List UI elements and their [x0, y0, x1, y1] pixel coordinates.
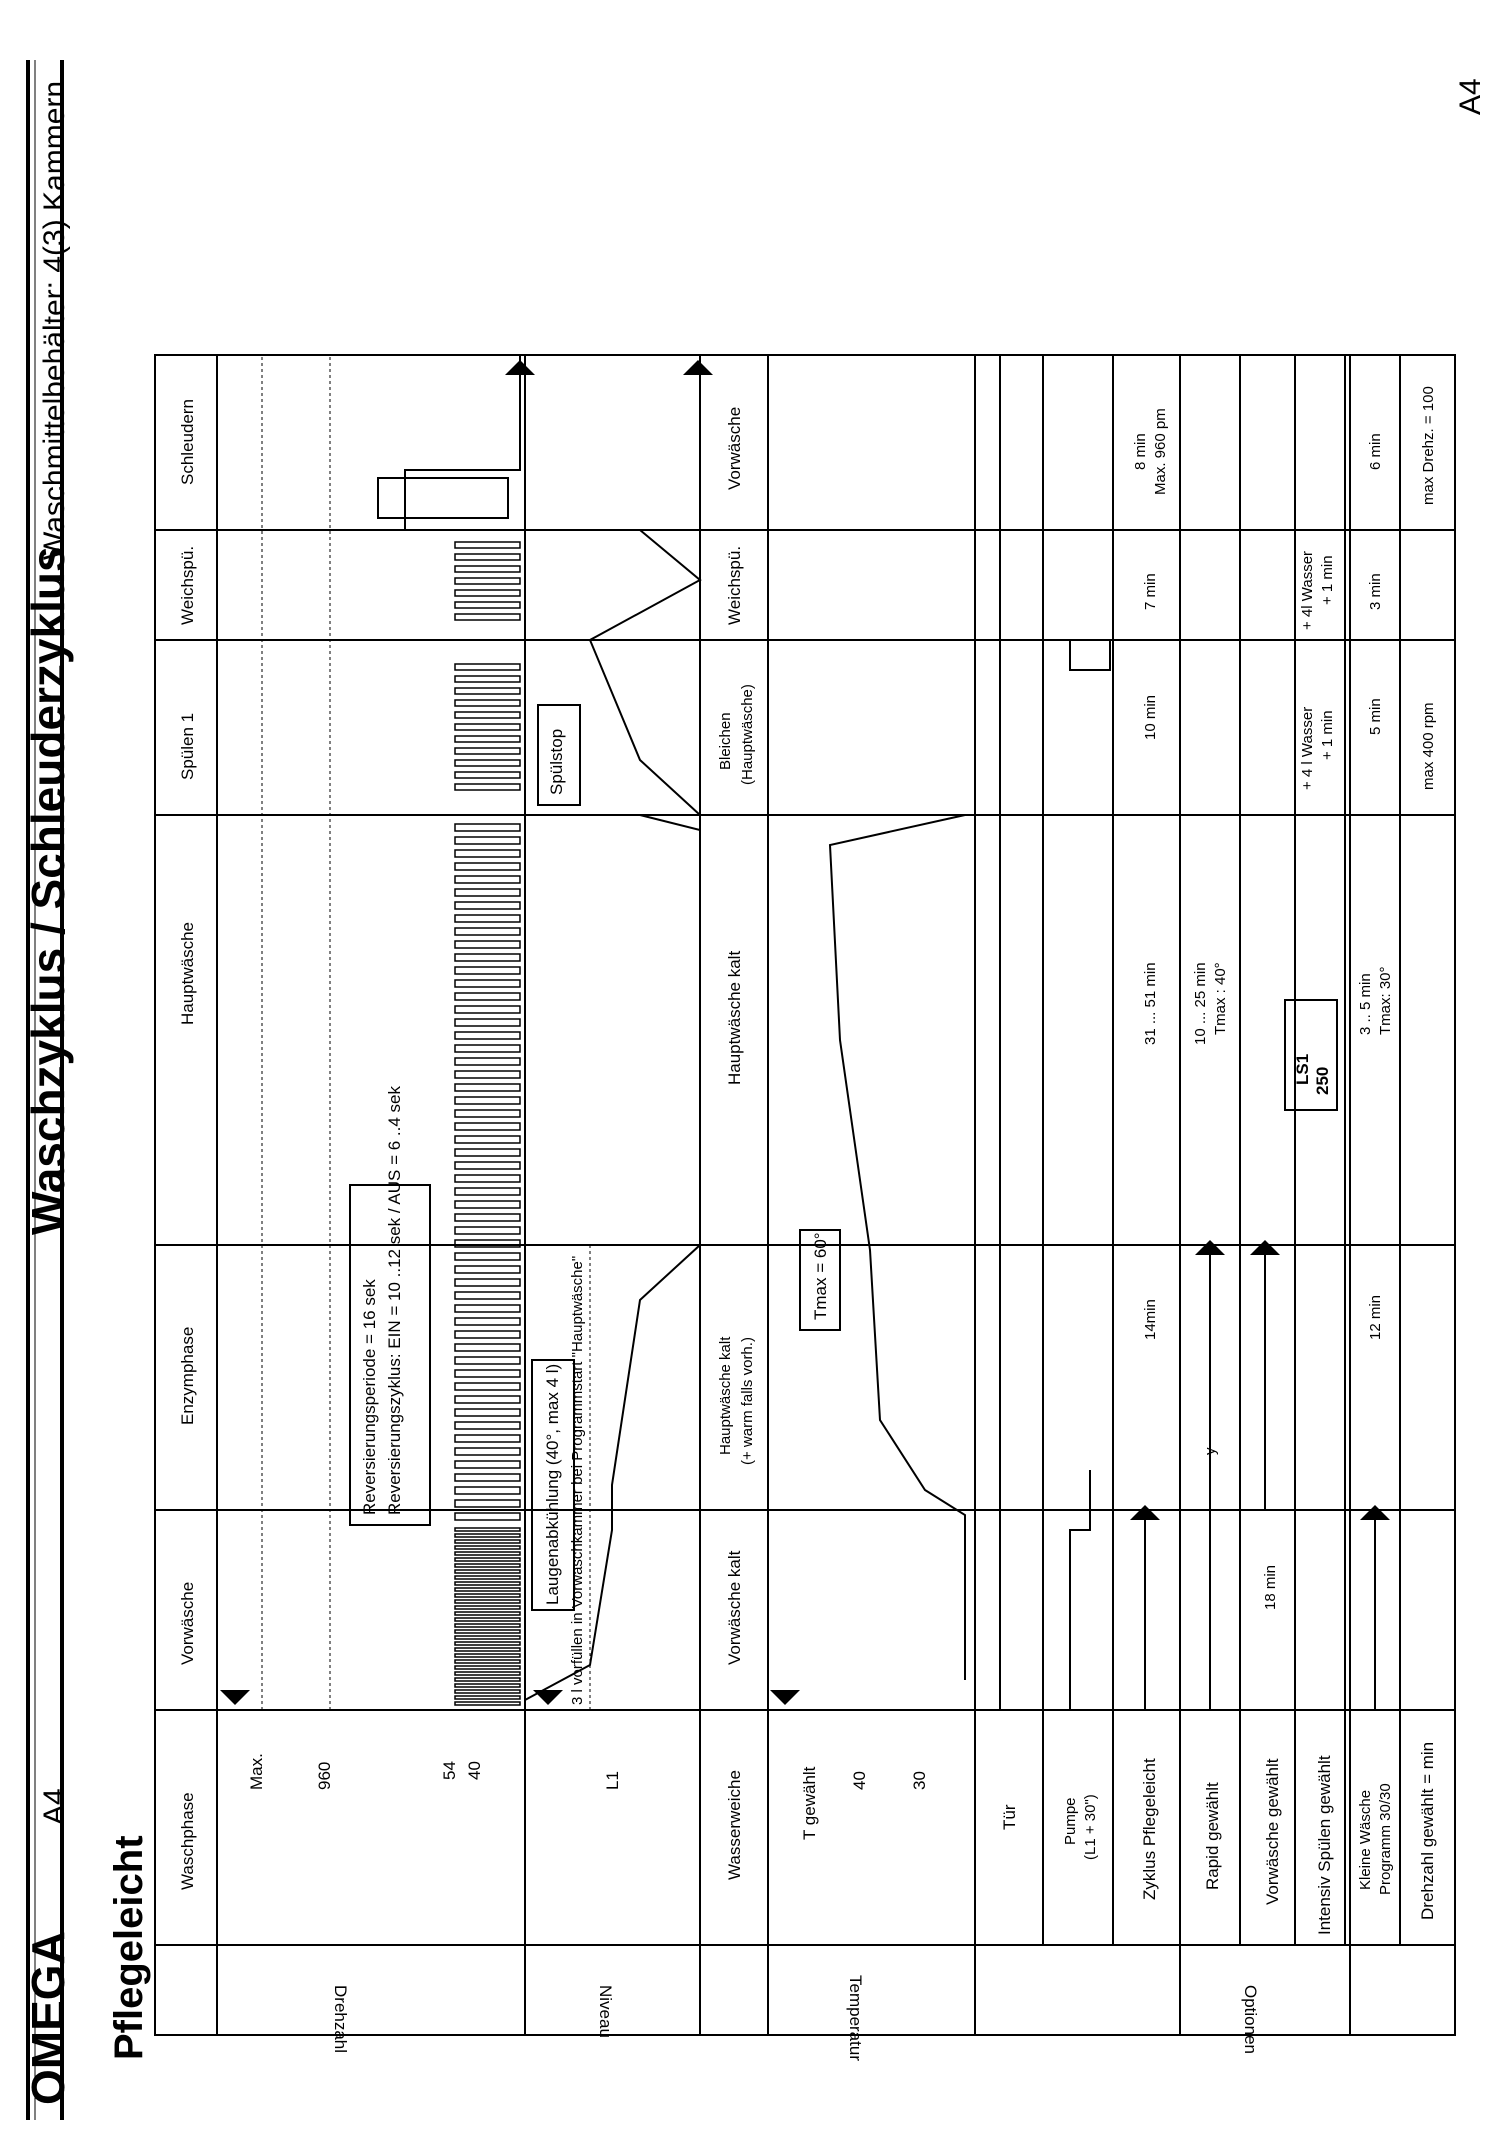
schleudern-step	[405, 355, 520, 530]
reversing-bar	[455, 1588, 520, 1591]
reversing-bar	[455, 748, 520, 754]
reversing-bar	[455, 1279, 520, 1286]
rapid-time: 10 ... 25 min	[1192, 962, 1209, 1045]
reversing-bar	[455, 1684, 520, 1687]
ww-bleichen-sub: (Hauptwäsche)	[739, 684, 756, 785]
reversing-bar	[455, 1630, 520, 1633]
group-drehzahl: Drehzahl	[331, 1985, 350, 2054]
reversing-bar	[455, 554, 520, 560]
reversing-bar	[455, 863, 520, 870]
reversing-bar	[455, 1500, 520, 1507]
reversing-bar	[455, 915, 520, 922]
row-label-pumpe: Pumpe	[1062, 1797, 1079, 1845]
reversing-bar	[455, 1582, 520, 1585]
reversing-bar	[455, 876, 520, 883]
container-info: Waschmittelbehälter: 4(3) Kammern	[38, 80, 71, 560]
reversing-bar	[455, 1266, 520, 1273]
reversing-bar	[455, 1019, 520, 1026]
document-title: Waschzyklus / Schleuderzyklus	[22, 546, 74, 1235]
reversing-bar	[455, 980, 520, 987]
reversing-bar	[455, 1175, 520, 1182]
reversing-bar	[455, 1672, 520, 1675]
reversing-bar	[455, 760, 520, 766]
drehzahl-level-40: 40	[465, 1761, 484, 1780]
reversing-bar	[455, 1006, 520, 1013]
reversing-bar	[455, 1487, 520, 1494]
intensiv-a: + 4 l Wasser	[1299, 706, 1316, 790]
reversing-bar	[455, 1253, 520, 1260]
reversing-bar	[455, 1227, 520, 1234]
row-label-rapid: Rapid gewählt	[1203, 1782, 1222, 1890]
reversing-bar	[455, 1660, 520, 1663]
kleine-tmax: Tmax: 30°	[1377, 966, 1394, 1035]
reversing-bar	[455, 590, 520, 596]
reversing-bar	[455, 1546, 520, 1549]
reversing-bar	[455, 1318, 520, 1325]
reversing-bar	[455, 1666, 520, 1669]
spuelstop-label: Spülstop	[547, 728, 566, 795]
reversing-bar	[455, 1396, 520, 1403]
ww-vorwaesche-end: Vorwäsche	[725, 406, 744, 490]
reversing-bar	[455, 1600, 520, 1603]
rapid-arrow-head	[1195, 1240, 1225, 1255]
drehzahl-level-960: 960	[315, 1761, 334, 1790]
kleine-arrow-head	[1360, 1505, 1390, 1520]
vorfuellen-note: 3 l vorfüllen in Vorwaschkammer bei Programmstart "Hauptwäsche"	[569, 1255, 586, 1705]
reversing-bar	[455, 1292, 520, 1299]
ls1-a-label: LS1	[1293, 1053, 1312, 1085]
zyklus-time-weich: 7 min	[1142, 573, 1159, 610]
reversing-bar	[455, 1409, 520, 1416]
reversing-bar	[455, 1214, 520, 1221]
row-label-vorwaesche: Vorwäsche gewählt	[1263, 1758, 1282, 1905]
reversing-bar	[455, 1474, 520, 1481]
niveau-end-arrow	[683, 360, 713, 375]
reversing-bar	[455, 1344, 520, 1351]
pumpe-pulse-1	[1070, 640, 1110, 670]
kleine-time-haupt: 3 .. 5 min	[1357, 973, 1374, 1035]
reversierung-period: Reversierungsperiode = 16 sek	[360, 1279, 379, 1515]
temperatur-arrow	[770, 1690, 800, 1705]
reversing-bar	[455, 1540, 520, 1543]
reversing-bar	[455, 1552, 520, 1555]
reversing-bar	[455, 1654, 520, 1657]
reversing-bar	[455, 1513, 520, 1520]
reversing-bar	[455, 1690, 520, 1693]
reversing-bar	[455, 664, 520, 670]
laugen-note: Laugenabkühlung (40°, max 4 l)	[543, 1363, 562, 1605]
rapid-marker: y	[1202, 1447, 1219, 1455]
page-code: A4	[1454, 78, 1487, 115]
reversing-bar	[455, 1642, 520, 1645]
reversing-bar	[455, 1461, 520, 1468]
ww-vorwaesche: Vorwäsche kalt	[725, 1550, 744, 1665]
temp-level-40: 40	[850, 1771, 869, 1790]
reversing-bar	[455, 1071, 520, 1078]
reversing-bar	[455, 1188, 520, 1195]
reversing-bar	[455, 889, 520, 896]
reversing-bar	[455, 1558, 520, 1561]
program-title: Pflegeleicht	[107, 1835, 151, 2060]
drehzahl-arrow	[220, 1690, 250, 1705]
phase-header-weichspue: Weichspü.	[178, 545, 197, 625]
reversing-bar	[455, 1606, 520, 1609]
drehzahl-max-drehz: max Drehz. = 100	[1420, 386, 1437, 505]
reversing-bar	[455, 542, 520, 548]
reversierung-cycle: Reversierungszyklus: EIN = 10 ..12 sek / AUS = 6 ..4 sek	[385, 1086, 404, 1515]
zyklus-arrow-head	[1130, 1505, 1160, 1520]
reversing-bar	[455, 578, 520, 584]
reversing-bar	[455, 712, 520, 718]
reversing-bar	[455, 993, 520, 1000]
reversing-bar	[455, 967, 520, 974]
reversing-bar	[455, 1618, 520, 1621]
brand-label: OMEGA	[22, 1931, 74, 2105]
reversing-bar	[455, 1564, 520, 1567]
reversing-bar	[455, 928, 520, 935]
phase-header-vorwaesche: Vorwäsche	[178, 1581, 197, 1665]
drehzahl-level-54: 54	[440, 1761, 459, 1780]
reversing-bar	[455, 954, 520, 961]
row-label-wasserweiche: Wasserweiche	[725, 1770, 744, 1880]
phase-header-spuelen: Spülen 1	[178, 712, 197, 780]
ww-weichspue: Weichspü.	[725, 545, 744, 625]
vorwaesche-arrow-head	[1250, 1240, 1280, 1255]
reversing-bar	[455, 724, 520, 730]
row-label-waschphase: Waschphase	[178, 1792, 197, 1890]
schleudern-spike	[378, 478, 508, 518]
row-label-zyklus: Zyklus Pflegeleicht	[1140, 1758, 1159, 1900]
group-optionen: Optionen	[1241, 1985, 1260, 2054]
reversing-bar	[455, 1357, 520, 1364]
rapid-tmax: Tmax : 40°	[1212, 962, 1229, 1035]
reversing-bar	[455, 1045, 520, 1052]
ww-enzym-sub: (+ warm falls vorh.)	[739, 1337, 756, 1465]
temp-level-30: 30	[910, 1771, 929, 1790]
reversing-bar	[455, 676, 520, 682]
row-label-intensiv: Intensiv Spülen gewählt	[1315, 1755, 1334, 1935]
reversing-bar	[455, 1528, 520, 1531]
tmax-label: Tmax = 60°	[811, 1232, 830, 1320]
intensiv-b: + 4l Wasser	[1299, 550, 1316, 630]
reversing-bar	[455, 736, 520, 742]
row-label-kleine: Kleine Wäsche	[1357, 1789, 1374, 1890]
reversing-bar	[455, 1594, 520, 1597]
ls1-a-value: 250	[1313, 1066, 1332, 1095]
reversing-bar	[455, 1648, 520, 1651]
zyklus-time-schleudern: 8 min	[1132, 433, 1149, 470]
reversing-bar	[455, 1422, 520, 1429]
row-label-pumpe-sub: (L1 + 30")	[1082, 1794, 1099, 1860]
reversing-bar	[455, 1305, 520, 1312]
reversing-bar	[455, 1370, 520, 1377]
zyklus-time-schleudern-max: Max. 960 pm	[1152, 408, 1169, 495]
reversing-bar	[455, 1201, 520, 1208]
reversing-bar	[455, 566, 520, 572]
reversing-bar	[455, 1448, 520, 1455]
niveau-level-l1: L1	[603, 1771, 622, 1790]
drehzahl-max-rpm: max 400 rpm	[1420, 702, 1437, 790]
reversing-bar	[455, 1162, 520, 1169]
zyklus-time-haupt: 31 ... 51 min	[1142, 962, 1159, 1045]
row-label-temp-selected: T gewählt	[800, 1766, 819, 1840]
reversing-bar	[455, 1084, 520, 1091]
pumpe-line	[1070, 1470, 1090, 1710]
intensiv-b-sub: + 1 min	[1319, 555, 1336, 605]
kleine-time-spuelen: 5 min	[1367, 698, 1384, 735]
reversing-bar	[455, 1136, 520, 1143]
group-niveau: Niveau	[596, 1985, 615, 2038]
reversing-bar	[455, 1149, 520, 1156]
drehzahl-level-max: Max.	[247, 1753, 266, 1790]
zyklus-time-spuelen: 10 min	[1142, 694, 1159, 740]
ww-bleichen: Bleichen	[717, 712, 734, 770]
row-label-tuer: Tür	[1000, 1804, 1019, 1830]
reversing-bar	[455, 1624, 520, 1627]
drehzahl-end-arrow	[505, 360, 535, 375]
reversing-bar	[455, 824, 520, 831]
group-temperatur: Temperatur	[846, 1975, 865, 2061]
reversing-bar	[455, 1696, 520, 1699]
reversing-bar	[455, 784, 520, 790]
reversing-bar	[455, 1612, 520, 1615]
vorwaesche-time: 18 min	[1262, 1564, 1279, 1610]
row-label-drehzahl-min: Drehzahl gewählt = min	[1418, 1741, 1437, 1920]
reversing-bar	[455, 1383, 520, 1390]
kleine-time-enzym: 12 min	[1367, 1294, 1384, 1340]
reversing-bar	[455, 941, 520, 948]
reversing-bar	[455, 1534, 520, 1537]
reversing-bar	[455, 1678, 520, 1681]
kleine-time-weich: 3 min	[1367, 573, 1384, 610]
kleine-time-schleudern: 6 min	[1367, 433, 1384, 470]
reversing-bars	[455, 542, 520, 1705]
reversing-bar	[455, 1702, 520, 1705]
reversing-bar	[455, 837, 520, 844]
reversing-bar	[455, 1032, 520, 1039]
reversing-bar	[455, 1576, 520, 1579]
reversing-bar	[455, 688, 520, 694]
reversing-bar	[455, 602, 520, 608]
phase-header-hauptwaesche: Hauptwäsche	[178, 921, 197, 1025]
reversing-bar	[455, 1435, 520, 1442]
ww-hauptwaesche: Hauptwäsche kalt	[725, 950, 744, 1085]
phase-header-schleudern: Schleudern	[178, 398, 197, 485]
format-label: A4	[38, 1788, 71, 1825]
reversing-bar	[455, 1123, 520, 1130]
reversing-bar	[455, 772, 520, 778]
zyklus-time-enzym: 14min	[1142, 1299, 1159, 1340]
reversing-bar	[455, 1636, 520, 1639]
reversing-bar	[455, 1331, 520, 1338]
intensiv-a-sub: + 1 min	[1319, 710, 1336, 760]
temperature-profile	[830, 815, 965, 1680]
reversing-bar	[455, 1097, 520, 1104]
row-label-kleine-sub: Programm 30/30	[1377, 1783, 1394, 1895]
reversing-bar	[455, 1110, 520, 1117]
reversing-bar	[455, 1058, 520, 1065]
niveau-profile-2	[590, 530, 700, 815]
reversing-bar	[455, 902, 520, 909]
reversing-bar	[455, 1570, 520, 1573]
reversing-bar	[455, 700, 520, 706]
ww-enzym: Hauptwäsche kalt	[717, 1336, 734, 1455]
phase-header-enzym: Enzymphase	[178, 1326, 197, 1425]
reversing-bar	[455, 614, 520, 620]
reversing-bar	[455, 850, 520, 857]
